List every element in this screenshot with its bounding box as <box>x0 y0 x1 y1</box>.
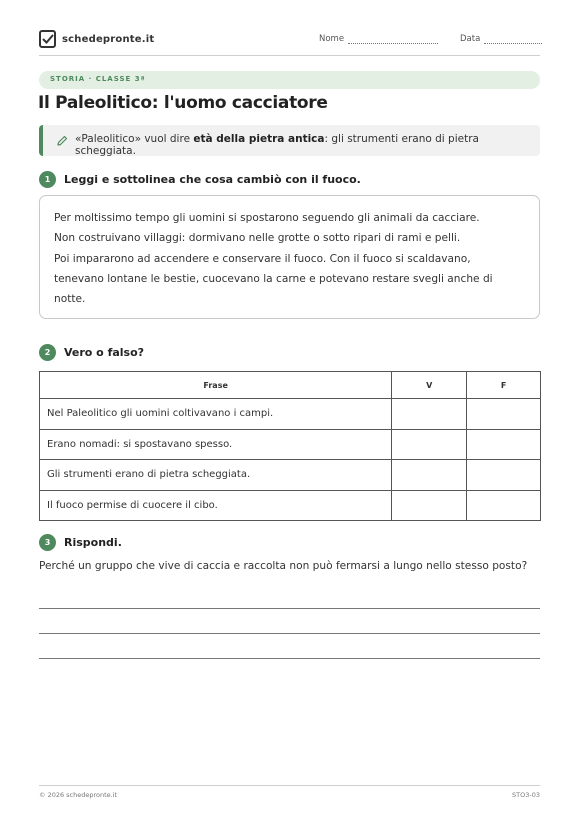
reading-line: Poi impararono ad accendere e conservare il fuoco. Con il fuoco si scaldavano, <box>54 252 471 265</box>
table-row <box>40 490 541 521</box>
section-number: 2 <box>39 344 56 361</box>
statement-cell: Gli strumenti erano di pietra scheggiata. <box>40 460 392 491</box>
note-bold: età della pietra antica <box>193 133 325 145</box>
table-row <box>40 399 541 430</box>
column-header-f: F <box>467 372 541 399</box>
section-number: 3 <box>39 534 56 551</box>
reading-line: notte. <box>54 293 86 306</box>
definition-note <box>39 125 540 156</box>
answer-line[interactable] <box>39 658 540 659</box>
open-question: Perché un gruppo che vive di caccia e raccolta non può fermarsi a lungo nello stesso posto? <box>39 560 528 572</box>
name-field <box>319 34 438 44</box>
table-header-row <box>40 372 541 399</box>
subject-tag: STORIA · CLASSE 3ª <box>39 71 540 89</box>
date-blank <box>484 35 542 44</box>
reading-line: Non costruivano villaggi: dormivano nelle grotte o sotto ripari di rami e pelli. <box>54 232 461 245</box>
reading-line: tenevano lontane le bestie, cuocevano la carne e potevano restare svegli anche di <box>54 272 493 285</box>
section-title: Leggi e sottolinea che cosa cambiò con il fuoco. <box>64 173 361 186</box>
worksheet-code: STO3-03 <box>512 791 540 799</box>
false-answer-cell[interactable] <box>467 460 541 491</box>
statement-cell: Il fuoco permise di cuocere il cibo. <box>40 490 392 521</box>
note-suffix: : gli strumenti erano di pietra scheggiata. <box>75 133 479 157</box>
column-header-frase: Frase <box>40 372 392 399</box>
true-answer-cell[interactable] <box>392 399 467 430</box>
date-label: Data <box>460 34 481 44</box>
name-blank <box>348 35 438 44</box>
statement-cell: Nel Paleolitico gli uomini coltivavano i campi. <box>40 399 392 430</box>
check-square-icon <box>39 30 56 48</box>
statement-cell: Erano nomadi: si spostavano spesso. <box>40 429 392 460</box>
page-title: Il Paleolitico: l'uomo cacciatore <box>38 93 328 113</box>
page-header <box>39 28 540 56</box>
copyright: © 2026 schedepronte.it <box>39 791 118 799</box>
brand <box>39 30 154 48</box>
name-label: Nome <box>319 34 345 44</box>
section-2-heading <box>39 344 144 361</box>
reading-passage <box>39 195 540 319</box>
false-answer-cell[interactable] <box>467 399 541 430</box>
true-answer-cell[interactable] <box>392 490 467 521</box>
section-1-heading <box>39 171 361 188</box>
table-row <box>40 460 541 491</box>
note-prefix: «Paleolitico» vuol dire <box>75 133 194 145</box>
false-answer-cell[interactable] <box>467 429 541 460</box>
page-footer <box>39 785 540 799</box>
answer-line[interactable] <box>39 608 540 609</box>
true-answer-cell[interactable] <box>392 429 467 460</box>
section-title: Rispondi. <box>64 536 122 549</box>
date-field <box>460 34 542 44</box>
brand-name: schedepronte.it <box>62 33 155 45</box>
table-row <box>40 429 541 460</box>
pencil-icon <box>57 135 68 149</box>
reading-line: Per moltissimo tempo gli uomini si spostarono seguendo gli animali da cacciare. <box>54 212 480 224</box>
column-header-v: V <box>392 372 467 399</box>
true-false-table <box>39 371 541 521</box>
section-3-heading <box>39 534 122 551</box>
section-title: Vero o falso? <box>64 346 145 359</box>
section-number: 1 <box>39 171 56 188</box>
true-answer-cell[interactable] <box>392 460 467 491</box>
answer-line[interactable] <box>39 633 540 634</box>
false-answer-cell[interactable] <box>467 490 541 521</box>
